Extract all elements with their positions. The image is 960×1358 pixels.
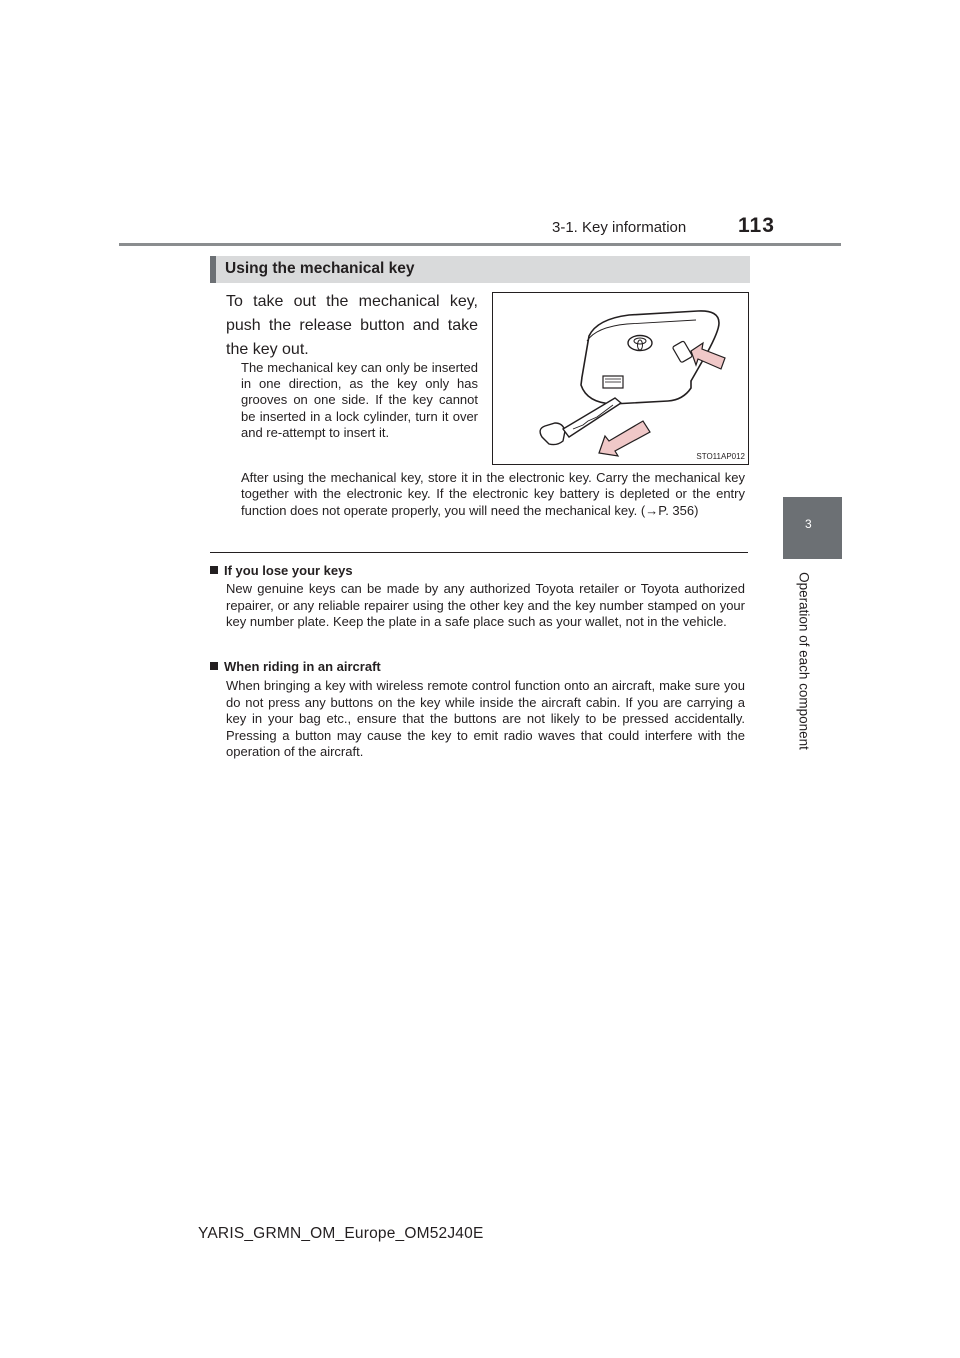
remark-body-aircraft: When bringing a key with wireless remote control function onto an aircraft, make sure you do not press any buttons on the key while inside the aircraft cabin. If you are carrying a key in your bag etc., ensure that the buttons are not likely to be pressed accidentally. Pressing a button may cause the key to emit radio waves that could interfere with the operation of the aircraft. [226, 678, 745, 759]
square-bullet-icon [210, 566, 218, 574]
key-illustration [492, 292, 749, 465]
remark-body-lost-keys: New genuine keys can be made by any authorized Toyota retailer or Toyota authorized repairer, or any reliable repairer using the other key and the key number stamped on your key number plate. Keep the plate in a safe place such as your wallet, not in the vehicle. [226, 581, 745, 629]
figure-id: STO11AP012 [696, 452, 745, 461]
note-key-direction: The mechanical key can only be inserted in one direction, as the key only has grooves on one side. If the key cannot be inserted in a lock cylinder, turn it over and re-attempt to insert it. [241, 360, 478, 440]
header-rule [119, 243, 841, 246]
content-divider [210, 552, 748, 553]
page-number: 113 [738, 214, 775, 237]
chapter-title: Operation of each component [796, 572, 812, 750]
section-heading: Using the mechanical key [225, 260, 415, 277]
section-label: 3-1. Key information [552, 219, 687, 236]
remark-title: If you lose your keys [224, 563, 353, 578]
key-drawing [493, 293, 750, 466]
remark-heading-aircraft [210, 659, 381, 675]
remark-heading-lost-keys [210, 563, 353, 579]
chapter-tab-marker [783, 497, 842, 559]
note-store-key: After using the mechanical key, store it in the electronic key. Carry the mechanical key together with the electronic key. If the electronic key battery is depleted or the entry function does not operate properly, you will need the mechanical key. (→P. 356) [241, 470, 745, 518]
square-bullet-icon [210, 662, 218, 670]
document-code: YARIS_GRMN_OM_Europe_OM52J40E [198, 1225, 484, 1242]
remark-title: When riding in an aircraft [224, 659, 381, 674]
chapter-number: 3 [805, 517, 812, 531]
intro-text: To take out the mechanical key, push the release button and take the key out. [226, 293, 478, 358]
chapter-side-tab [783, 246, 842, 836]
